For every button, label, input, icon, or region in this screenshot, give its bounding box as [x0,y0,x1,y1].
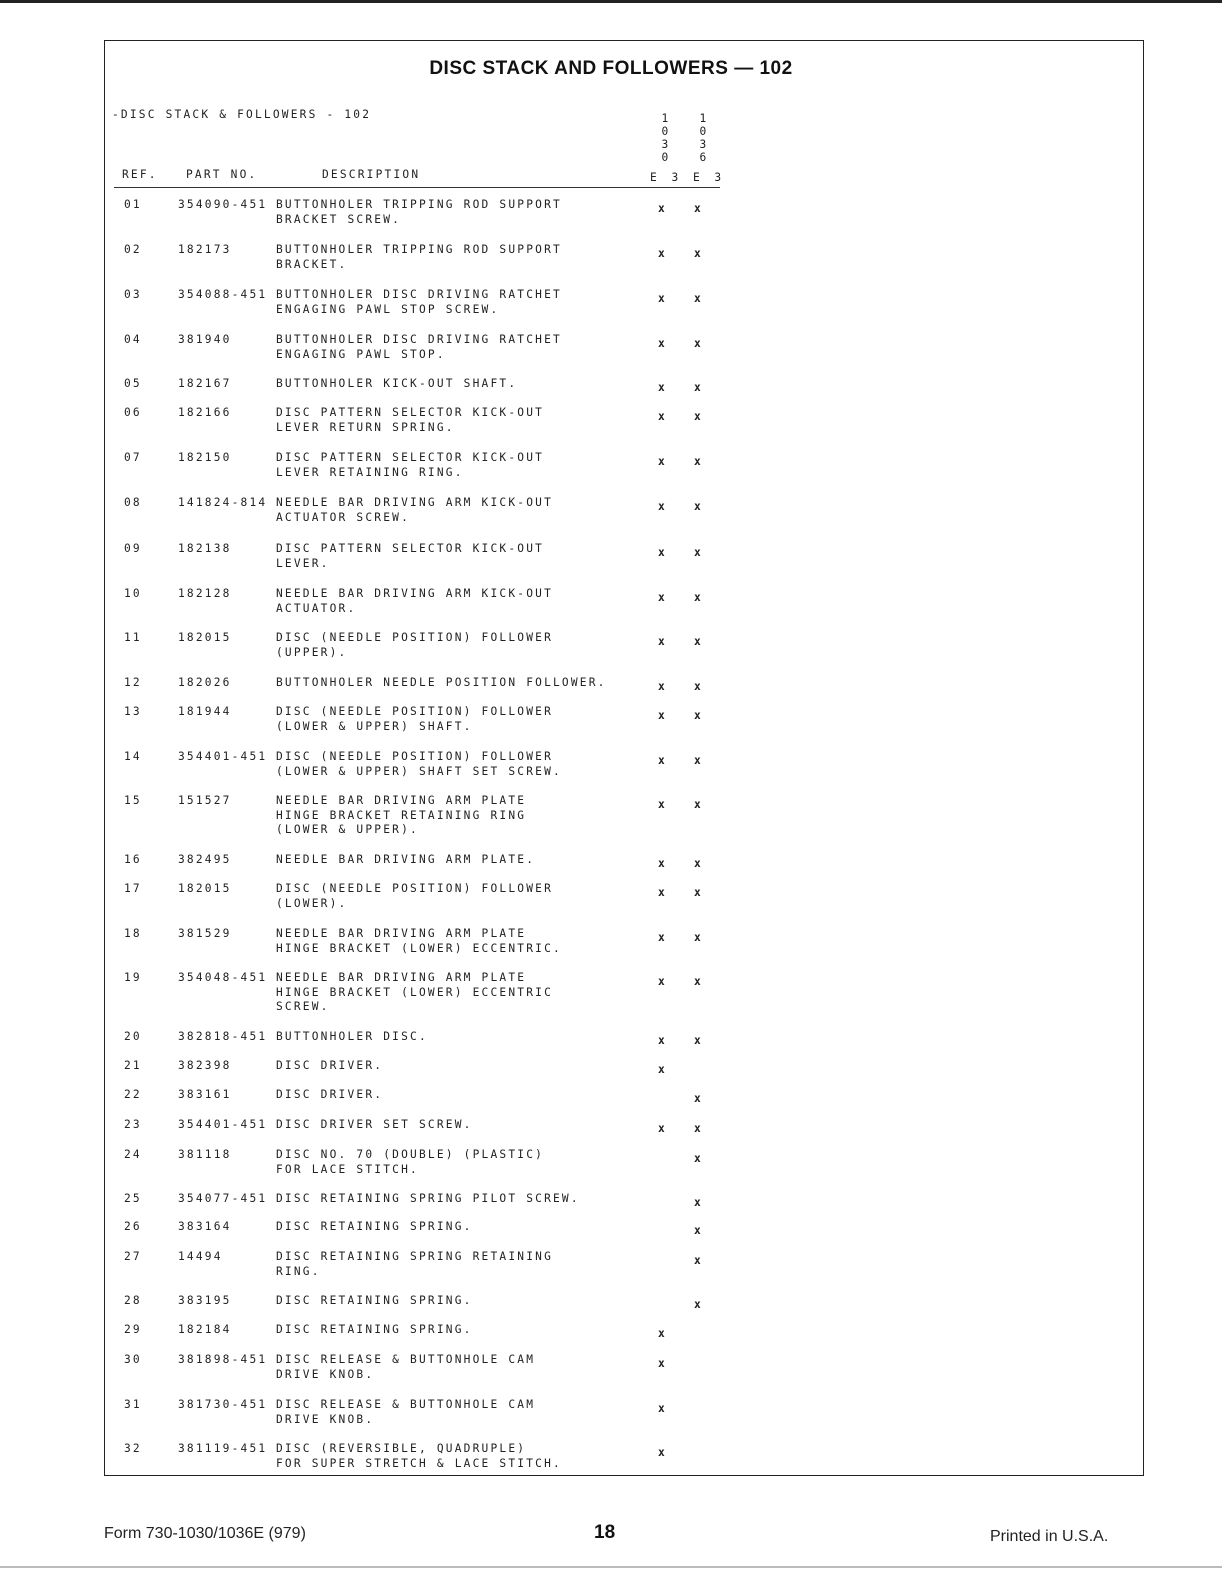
section-header: -DISC STACK & FOLLOWERS - 102 [112,108,372,121]
model-1036-mark: x [694,455,703,468]
part-number-cell: 382818-451 [178,1030,268,1043]
model-1036-mark: x [694,857,703,870]
model-1030-mark: x [658,1446,667,1459]
model-1036-mark: x [694,546,703,559]
model-1036-mark: x [694,798,703,811]
model-subheader: E 3 E 3 [650,171,726,184]
part-number-cell: 182026 [178,676,232,689]
description-cell: DISC PATTERN SELECTOR KICK-OUT LEVER RETURN SPRING. [276,406,545,434]
model-1036-mark: x [694,886,703,899]
description-cell: BUTTONHOLER TRIPPING ROD SUPPORT BRACKET SCREW. [276,198,562,226]
part-number-cell: 381940 [178,333,232,346]
model-1036-mark: x [694,931,703,944]
description-cell: NEEDLE BAR DRIVING ARM KICK-OUT ACTUATOR. [276,587,553,615]
page-title: DISC STACK AND FOLLOWERS — 102 [429,58,793,79]
part-number-cell: 354401-451 [178,1118,268,1131]
ref-cell: 31 [124,1398,142,1411]
ref-cell: 18 [124,927,142,940]
ref-cell: 01 [124,198,142,211]
description-cell: DISC (NEEDLE POSITION) FOLLOWER (LOWER & UPPER) SHAFT SET SCREW. [276,750,562,778]
model-1030-mark: x [658,337,667,350]
description-cell: DISC (NEEDLE POSITION) FOLLOWER (LOWER). [276,882,553,910]
part-number-cell: 354048-451 [178,971,268,984]
part-number-cell: 141824-814 [178,496,268,509]
description-cell: DISC DRIVER. [276,1059,384,1072]
description-cell: DISC NO. 70 (DOUBLE) (PLASTIC) FOR LACE STITCH. [276,1148,545,1176]
model-1030-mark: x [658,680,667,693]
ref-cell: 13 [124,705,142,718]
part-number-cell: 182138 [178,542,232,555]
ref-cell: 09 [124,542,142,555]
model-1030-mark: x [658,1357,667,1370]
ref-cell: 32 [124,1442,142,1455]
part-number-cell: 182015 [178,631,232,644]
model-1036-mark: x [694,1254,703,1267]
ref-cell: 05 [124,377,142,390]
model-1036-mark: x [694,635,703,648]
description-cell: BUTTONHOLER DISC. [276,1030,428,1043]
ref-cell: 14 [124,750,142,763]
model-1030-mark: x [658,1063,667,1076]
model-1036-mark: x [694,1224,703,1237]
description-cell: DISC RELEASE & BUTTONHOLE CAM DRIVE KNOB. [276,1398,536,1426]
part-number-cell: 151527 [178,794,232,807]
model-1030-mark: x [658,857,667,870]
part-number-cell: 381529 [178,927,232,940]
bottom-rule [0,1566,1222,1568]
model-1030-mark: x [658,410,667,423]
model-1036-mark: x [694,1092,703,1105]
form-number: Form 730-1030/1036E (979) [104,1525,306,1542]
description-cell: DISC RETAINING SPRING. [276,1220,473,1233]
model-1030-mark: x [658,931,667,944]
model-1-digit: 1 [661,112,671,125]
model-1036-mark: x [694,337,703,350]
description-cell: BUTTONHOLER KICK-OUT SHAFT. [276,377,518,390]
part-number-cell: 182128 [178,587,232,600]
model-1030-mark: x [658,1402,667,1415]
description-cell: DISC PATTERN SELECTOR KICK-OUT LEVER. [276,542,545,570]
part-number-cell: 354401-451 [178,750,268,763]
ref-cell: 21 [124,1059,142,1072]
model-1030-mark: x [658,709,667,722]
model-1030-mark: x [658,500,667,513]
description-cell: DISC PATTERN SELECTOR KICK-OUT LEVER RETAINING RING. [276,451,545,479]
model-1030-mark: x [658,754,667,767]
description-cell: DISC RETAINING SPRING RETAINING RING. [276,1250,553,1278]
model-1036-mark: x [694,247,703,260]
ref-cell: 22 [124,1088,142,1101]
ref-cell: 15 [124,794,142,807]
ref-cell: 04 [124,333,142,346]
part-number-cell: 381730-451 [178,1398,268,1411]
part-number-cell: 383161 [178,1088,232,1101]
ref-cell: 06 [124,406,142,419]
model-1030-mark: x [658,1122,667,1135]
description-cell: DISC (REVERSIBLE, QUADRUPLE) FOR SUPER STRETCH & LACE STITCH. [276,1442,562,1470]
description-column-header: DESCRIPTION [322,168,421,181]
model-1030-mark: x [658,1034,667,1047]
part-number-cell: 354088-451 [178,288,268,301]
printed-in-note: Printed in U.S.A. [990,1528,1109,1545]
ref-cell: 29 [124,1323,142,1336]
part-number-cell: 383195 [178,1294,232,1307]
ref-cell: 08 [124,496,142,509]
model-1036-mark: x [694,1152,703,1165]
part-number-cell: 182015 [178,882,232,895]
part-number-cell: 182167 [178,377,232,390]
model-2-digit: 1 [699,112,709,125]
page-number: 18 [594,1522,616,1543]
part-number-cell: 182166 [178,406,232,419]
description-cell: NEEDLE BAR DRIVING ARM PLATE HINGE BRACKET (LOWER) ECCENTRIC. [276,927,562,955]
model-1030-mark: x [658,975,667,988]
part-number-cell: 381119-451 [178,1442,268,1455]
model-1030-mark: x [658,546,667,559]
model-1036-mark: x [694,1034,703,1047]
model-1-digit: 3 [661,138,671,151]
model-1030-mark: x [658,455,667,468]
description-cell: NEEDLE BAR DRIVING ARM PLATE. [276,853,536,866]
part-number-cell: 382398 [178,1059,232,1072]
model-2-digit: 3 [699,138,709,151]
part-number-cell: 354090-451 [178,198,268,211]
description-cell: NEEDLE BAR DRIVING ARM PLATE HINGE BRACKET (LOWER) ECCENTRIC SCREW. [276,971,553,1013]
model-1030-mark: x [658,292,667,305]
model-1036-mark: x [694,754,703,767]
model-1036-mark: x [694,292,703,305]
model-1036-mark: x [694,410,703,423]
description-cell: DISC RETAINING SPRING PILOT SCREW. [276,1192,580,1205]
model-1036-mark: x [694,1196,703,1209]
model-1036-mark: x [694,709,703,722]
description-cell: NEEDLE BAR DRIVING ARM PLATE HINGE BRACKET RETAINING RING (LOWER & UPPER). [276,794,527,836]
ref-cell: 23 [124,1118,142,1131]
ref-cell: 27 [124,1250,142,1263]
part-number-cell: 382495 [178,853,232,866]
description-cell: DISC DRIVER SET SCREW. [276,1118,473,1131]
part-number-column-header: PART NO. [186,168,258,181]
model-1036-mark: x [694,381,703,394]
description-cell: DISC RETAINING SPRING. [276,1323,473,1336]
description-cell: BUTTONHOLER DISC DRIVING RATCHET ENGAGING PAWL STOP. [276,333,562,361]
model-1030-mark: x [658,591,667,604]
model-1-digit: 0 [661,125,671,138]
model-1036-mark: x [694,680,703,693]
model-1030-mark: x [658,886,667,899]
part-number-cell: 182184 [178,1323,232,1336]
description-cell: DISC (NEEDLE POSITION) FOLLOWER (UPPER). [276,631,553,659]
ref-cell: 02 [124,243,142,256]
model-1036-mark: x [694,591,703,604]
ref-cell: 30 [124,1353,142,1366]
ref-cell: 10 [124,587,142,600]
model-1036-mark: x [694,1298,703,1311]
ref-cell: 03 [124,288,142,301]
part-number-cell: 381898-451 [178,1353,268,1366]
model-1036-mark: x [694,975,703,988]
ref-column-header: REF. [122,168,158,181]
part-number-cell: 182150 [178,451,232,464]
model-2-digit: 0 [699,125,709,138]
part-number-cell: 182173 [178,243,232,256]
model-1036-mark: x [694,1122,703,1135]
ref-cell: 17 [124,882,142,895]
part-number-cell: 383164 [178,1220,232,1233]
model-1036-mark: x [694,202,703,215]
model-2-digit: 6 [699,151,709,164]
description-cell: BUTTONHOLER NEEDLE POSITION FOLLOWER. [276,676,607,689]
ref-cell: 28 [124,1294,142,1307]
model-1030-mark: x [658,247,667,260]
ref-cell: 07 [124,451,142,464]
description-cell: DISC (NEEDLE POSITION) FOLLOWER (LOWER & UPPER) SHAFT. [276,705,553,733]
description-cell: DISC RETAINING SPRING. [276,1294,473,1307]
model-1-digit: 0 [661,151,671,164]
description-cell: BUTTONHOLER TRIPPING ROD SUPPORT BRACKET. [276,243,562,271]
ref-cell: 20 [124,1030,142,1043]
description-cell: DISC DRIVER. [276,1088,384,1101]
part-number-cell: 354077-451 [178,1192,268,1205]
ref-cell: 26 [124,1220,142,1233]
part-number-cell: 381118 [178,1148,232,1161]
ref-cell: 12 [124,676,142,689]
description-cell: NEEDLE BAR DRIVING ARM KICK-OUT ACTUATOR SCREW. [276,496,553,524]
ref-cell: 16 [124,853,142,866]
model-1030-mark: x [658,202,667,215]
model-1030-mark: x [658,1327,667,1340]
ref-cell: 11 [124,631,142,644]
model-1036-mark: x [694,500,703,513]
ref-cell: 19 [124,971,142,984]
model-1030-mark: x [658,798,667,811]
ref-cell: 24 [124,1148,142,1161]
part-number-cell: 14494 [178,1250,223,1263]
model-1030-mark: x [658,635,667,648]
description-cell: BUTTONHOLER DISC DRIVING RATCHET ENGAGING PAWL STOP SCREW. [276,288,562,316]
ref-cell: 25 [124,1192,142,1205]
part-number-cell: 181944 [178,705,232,718]
model-1030-mark: x [658,381,667,394]
description-cell: DISC RELEASE & BUTTONHOLE CAM DRIVE KNOB. [276,1353,536,1381]
